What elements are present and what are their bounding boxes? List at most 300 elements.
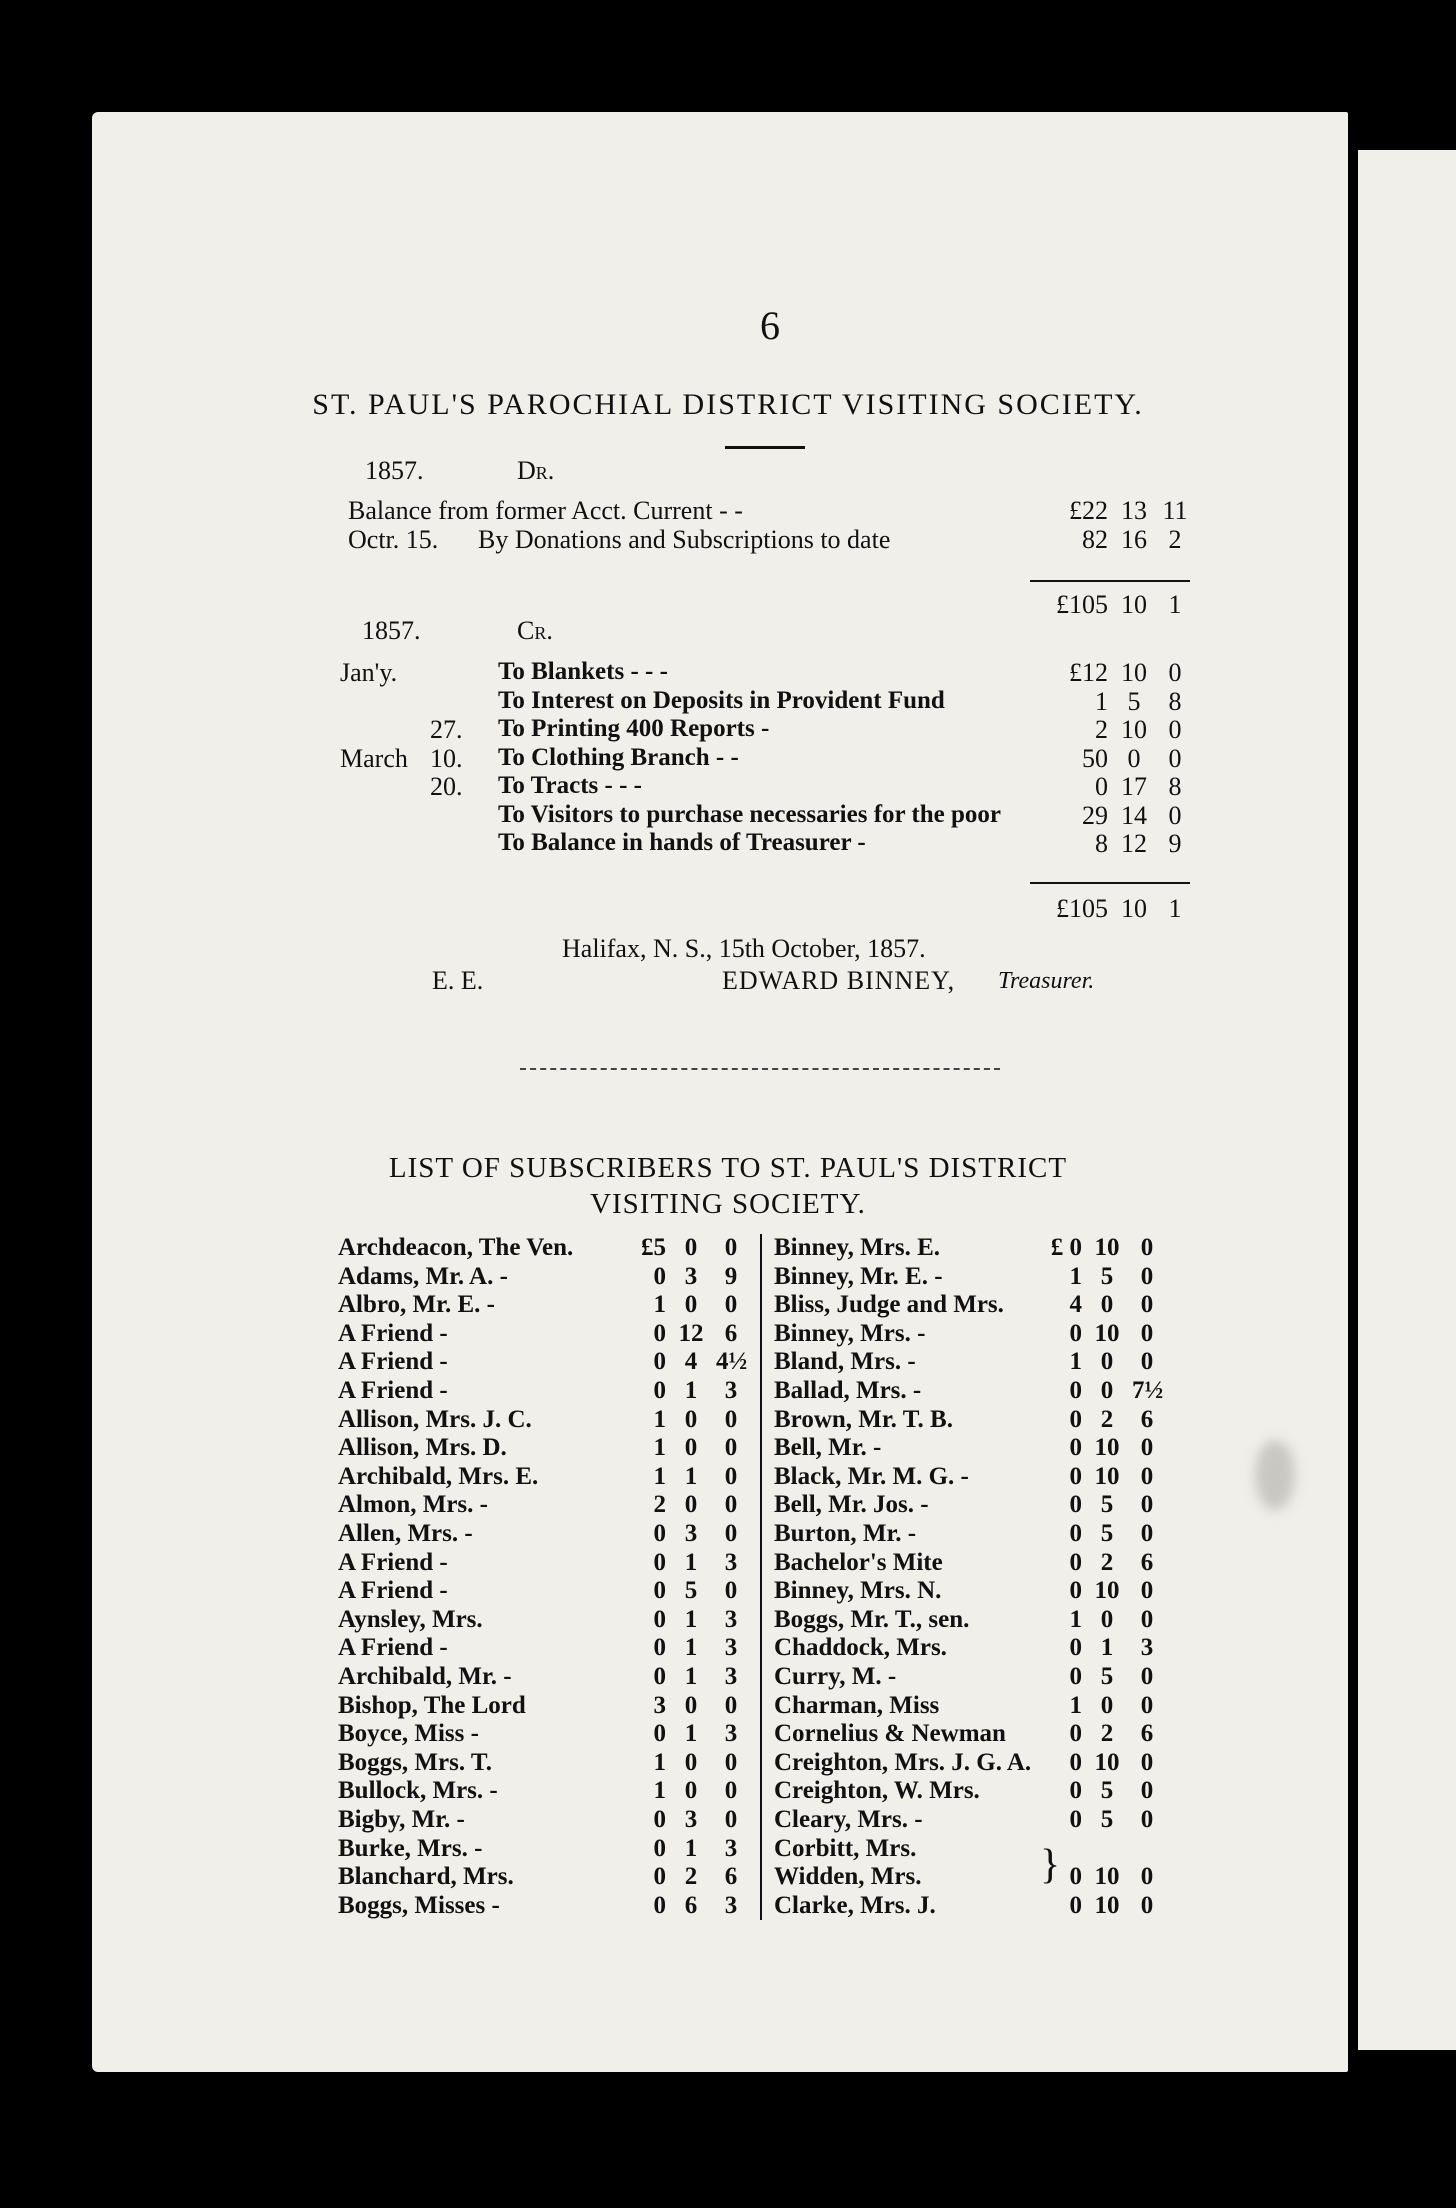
subscriber-pence: 0 bbox=[1140, 1234, 1154, 1261]
subscriber-pounds: 0 bbox=[653, 1605, 666, 1633]
subscriber-name: A Friend - bbox=[338, 1348, 448, 1376]
subscriber-row bbox=[774, 1377, 1194, 1406]
subscriber-pounds: 0 bbox=[1069, 1891, 1082, 1919]
subscriber-shillings: 3 bbox=[684, 1262, 698, 1290]
subscriber-name: Cornelius & Newman bbox=[774, 1720, 1006, 1748]
subscriber-pounds: 0 bbox=[1069, 1548, 1082, 1576]
subscriber-pounds: 1 bbox=[653, 1434, 666, 1462]
dr-sum-rule bbox=[1030, 580, 1190, 582]
subscriber-row bbox=[774, 1692, 1194, 1721]
subscriber-row bbox=[774, 1777, 1194, 1806]
subscriber-row bbox=[338, 1777, 758, 1806]
subscriber-name: Binney, Mrs. - bbox=[774, 1319, 926, 1347]
subscriber-name: Clarke, Mrs. J. bbox=[774, 1891, 936, 1919]
cr-amount-pence: 9 bbox=[1168, 829, 1182, 858]
subscriber-row bbox=[774, 1663, 1194, 1692]
subscriber-shillings: 3 bbox=[684, 1806, 698, 1833]
subscriber-pounds: 0 bbox=[653, 1262, 666, 1290]
subscriber-name: A Friend - bbox=[338, 1634, 448, 1662]
list-title-line2: VISITING SOCIETY. bbox=[590, 1188, 866, 1220]
subscriber-shillings: 10 bbox=[1094, 1577, 1120, 1605]
cr-amount-pence: 8 bbox=[1168, 772, 1182, 801]
subscriber-row bbox=[774, 1291, 1194, 1320]
dr-description: Balance from former Acct. Current - - bbox=[348, 496, 743, 525]
subscriber-row bbox=[774, 1463, 1194, 1492]
subscriber-pence: 3 bbox=[724, 1605, 738, 1633]
subscriber-name: Adams, Mr. A. - bbox=[338, 1262, 508, 1290]
subscriber-name: Binney, Mrs. E. bbox=[774, 1234, 940, 1261]
column-divider bbox=[760, 1234, 762, 1920]
place-date: Halifax, N. S., 15th October, 1857. bbox=[562, 934, 926, 963]
subscriber-pence: 0 bbox=[724, 1491, 738, 1519]
subscriber-row bbox=[774, 1720, 1194, 1749]
subscriber-row bbox=[338, 1520, 758, 1549]
subscriber-shillings: 0 bbox=[684, 1777, 698, 1805]
subscriber-shillings: 5 bbox=[1100, 1806, 1114, 1833]
subscriber-row bbox=[338, 1634, 758, 1663]
subscriber-name: Allison, Mrs. D. bbox=[338, 1434, 507, 1462]
subscriber-shillings: 5 bbox=[684, 1577, 698, 1605]
subscriber-row bbox=[774, 1406, 1194, 1435]
cr-total-shillings: 10 bbox=[1121, 894, 1147, 923]
subscriber-shillings: 1 bbox=[1100, 1634, 1114, 1662]
cr-amount-pence: 0 bbox=[1168, 658, 1182, 687]
subscriber-pounds: 0 bbox=[653, 1634, 666, 1662]
dr-year: 1857. bbox=[365, 456, 424, 485]
cr-total-pence: 1 bbox=[1168, 894, 1182, 923]
subscriber-name: Bishop, The Lord bbox=[338, 1691, 526, 1719]
subscriber-row bbox=[338, 1663, 758, 1692]
subscriber-pounds: 0 bbox=[1069, 1434, 1082, 1462]
subscriber-name: Binney, Mrs. N. bbox=[774, 1577, 942, 1605]
cr-description: To Tracts - - - bbox=[498, 772, 642, 799]
subscriber-name: Archibald, Mr. - bbox=[338, 1663, 512, 1690]
subscriber-shillings: 0 bbox=[684, 1234, 698, 1261]
subscriber-row bbox=[338, 1234, 758, 1263]
cr-amount-pounds: 50 bbox=[1082, 743, 1108, 773]
subscriber-pence: 0 bbox=[1140, 1806, 1154, 1833]
subscriber-shillings: 2 bbox=[684, 1863, 698, 1891]
cr-month: March bbox=[340, 743, 408, 773]
subscriber-row bbox=[774, 1520, 1194, 1549]
subscriber-shillings: 1 bbox=[684, 1377, 698, 1404]
subscriber-pence: 0 bbox=[1140, 1605, 1154, 1633]
subscriber-pence: 3 bbox=[724, 1548, 738, 1576]
subscriber-shillings: 5 bbox=[1100, 1663, 1114, 1690]
subscriber-row bbox=[338, 1263, 758, 1292]
subscriber-name: Ballad, Mrs. - bbox=[774, 1377, 922, 1404]
subscriber-name: Bland, Mrs. - bbox=[774, 1348, 916, 1376]
subscriber-pence: 0 bbox=[724, 1520, 738, 1547]
subscriber-pounds: 1 bbox=[1069, 1262, 1082, 1290]
subscriber-shillings: 0 bbox=[684, 1691, 698, 1719]
subscriber-row bbox=[338, 1377, 758, 1406]
subscriber-name: Brown, Mr. T. B. bbox=[774, 1405, 953, 1433]
subscriber-pence: 0 bbox=[724, 1434, 738, 1462]
brace: } bbox=[1040, 1842, 1061, 1888]
cr-amount-pence: 8 bbox=[1168, 686, 1182, 716]
cr-amount-shillings: 17 bbox=[1121, 772, 1147, 801]
subscriber-pounds: £ 0 bbox=[1050, 1234, 1082, 1261]
subscriber-shillings: 10 bbox=[1094, 1234, 1120, 1261]
subscriber-pence: 0 bbox=[724, 1291, 738, 1319]
subscriber-pence: 6 bbox=[1140, 1720, 1154, 1748]
subscriber-pounds: 0 bbox=[1069, 1520, 1082, 1547]
subscriber-pence: 0 bbox=[724, 1806, 738, 1833]
subscriber-name: Bullock, Mrs. - bbox=[338, 1777, 498, 1805]
subscriber-row bbox=[338, 1863, 758, 1892]
subscriber-row bbox=[774, 1634, 1194, 1663]
cr-heading: Cr. bbox=[517, 616, 553, 645]
subscriber-shillings: 10 bbox=[1094, 1891, 1120, 1919]
subscriber-shillings: 2 bbox=[1100, 1720, 1114, 1748]
subscriber-shillings: 1 bbox=[684, 1720, 698, 1748]
subscriber-pounds: 0 bbox=[1069, 1777, 1082, 1805]
subscriber-name: Charman, Miss bbox=[774, 1691, 940, 1719]
cr-month: Jan'y. bbox=[340, 658, 398, 687]
cr-amount-pence: 0 bbox=[1168, 715, 1182, 744]
subscriber-shillings: 1 bbox=[684, 1605, 698, 1633]
subscriber-name: A Friend - bbox=[338, 1319, 448, 1347]
subscriber-pence: 0 bbox=[1140, 1462, 1154, 1490]
subscriber-pounds: 0 bbox=[653, 1863, 666, 1891]
subscriber-name: Bell, Mr. - bbox=[774, 1434, 882, 1462]
subscriber-row bbox=[774, 1234, 1194, 1263]
subscriber-pence: 0 bbox=[1140, 1891, 1154, 1919]
subscriber-pence: 0 bbox=[1140, 1748, 1154, 1776]
subscriber-pounds: 0 bbox=[653, 1577, 666, 1605]
cr-total-pounds: £105 bbox=[1056, 894, 1108, 923]
subscriber-row bbox=[774, 1434, 1194, 1463]
subscriber-pence: 0 bbox=[1140, 1434, 1154, 1462]
subscriber-pounds: £5 bbox=[641, 1234, 666, 1261]
dr-amount-pounds: 82 bbox=[1082, 525, 1108, 554]
subscriber-name: Almon, Mrs. - bbox=[338, 1491, 488, 1519]
subscriber-pounds: 0 bbox=[1069, 1806, 1082, 1833]
subscriber-pence: 0 bbox=[1140, 1691, 1154, 1719]
subscriber-pence: 0 bbox=[1140, 1777, 1154, 1805]
cr-description: To Balance in hands of Treasurer - bbox=[498, 829, 866, 856]
dr-total-shillings: 10 bbox=[1121, 590, 1147, 619]
section-divider bbox=[520, 1068, 1000, 1070]
subscriber-shillings: 0 bbox=[1100, 1605, 1114, 1633]
dr-heading: Dr. bbox=[517, 456, 555, 485]
cr-description: To Blankets - - - bbox=[498, 658, 668, 685]
subscriber-name: Burke, Mrs. - bbox=[338, 1834, 483, 1862]
subscriber-row bbox=[338, 1749, 758, 1778]
cr-amount-shillings: 10 bbox=[1121, 715, 1147, 744]
subscriber-row bbox=[774, 1263, 1194, 1292]
subscriber-shillings: 5 bbox=[1100, 1262, 1114, 1290]
subscriber-name: A Friend - bbox=[338, 1548, 448, 1576]
subscriber-name: Black, Mr. M. G. - bbox=[774, 1462, 969, 1490]
cr-description: To Visitors to purchase necessaries for the poor bbox=[498, 800, 1001, 828]
subscriber-pence: 6 bbox=[1140, 1405, 1154, 1433]
subscriber-row bbox=[774, 1863, 1194, 1892]
cr-description: To Interest on Deposits in Provident Fund bbox=[498, 686, 945, 714]
subscriber-pence: 0 bbox=[724, 1777, 738, 1805]
cr-amount-pounds: 0 bbox=[1095, 772, 1108, 801]
subscriber-name: Blanchard, Mrs. bbox=[338, 1863, 514, 1891]
subscriber-row bbox=[338, 1606, 758, 1635]
subscriber-pounds: 0 bbox=[1069, 1491, 1082, 1519]
dr-amount-pence: 11 bbox=[1162, 496, 1188, 525]
subscriber-pounds: 1 bbox=[653, 1462, 666, 1490]
subscriber-pence: 4½ bbox=[716, 1348, 748, 1376]
subscriber-name: Bliss, Judge and Mrs. bbox=[774, 1291, 1004, 1319]
subscriber-shillings: 0 bbox=[1100, 1291, 1114, 1319]
cr-amount-shillings: 5 bbox=[1127, 686, 1141, 716]
subscriber-shillings: 2 bbox=[1100, 1405, 1114, 1433]
subscriber-shillings: 0 bbox=[1100, 1691, 1114, 1719]
subscriber-name: Boggs, Mrs. T. bbox=[338, 1748, 492, 1776]
subscriber-row bbox=[338, 1434, 758, 1463]
subscriber-shillings: 0 bbox=[684, 1405, 698, 1433]
subscriber-row bbox=[338, 1577, 758, 1606]
subscriber-row bbox=[338, 1463, 758, 1492]
subscriber-shillings: 1 bbox=[684, 1663, 698, 1690]
subscriber-name: Curry, M. - bbox=[774, 1663, 897, 1690]
subscriber-name: A Friend - bbox=[338, 1577, 448, 1605]
subscriber-pounds: 0 bbox=[1069, 1748, 1082, 1776]
subscriber-shillings: 0 bbox=[684, 1748, 698, 1776]
subscriber-name: Widden, Mrs. bbox=[774, 1863, 922, 1891]
subscriber-shillings: 12 bbox=[678, 1319, 704, 1347]
subscriber-name: Cleary, Mrs. - bbox=[774, 1806, 923, 1833]
subscriber-shillings: 5 bbox=[1100, 1491, 1114, 1519]
subscriber-shillings: 10 bbox=[1094, 1462, 1120, 1490]
cr-day: 20. bbox=[430, 772, 463, 801]
subscriber-name: Allen, Mrs. - bbox=[338, 1520, 473, 1547]
subscriber-pounds: 3 bbox=[653, 1691, 666, 1719]
subscriber-pounds: 0 bbox=[1069, 1319, 1082, 1347]
subscriber-pounds: 2 bbox=[653, 1491, 666, 1519]
subscriber-pounds: 0 bbox=[1069, 1577, 1082, 1605]
subscriber-name: Bachelor's Mite bbox=[774, 1548, 943, 1576]
subscriber-row bbox=[338, 1320, 758, 1349]
subscriber-row bbox=[774, 1549, 1194, 1578]
subscriber-shillings: 1 bbox=[684, 1634, 698, 1662]
subscriber-name: Aynsley, Mrs. bbox=[338, 1605, 483, 1633]
subscriber-shillings: 0 bbox=[684, 1491, 698, 1519]
subscriber-name: Boggs, Mr. T., sen. bbox=[774, 1605, 970, 1633]
subscriber-pounds: 1 bbox=[1069, 1605, 1082, 1633]
dr-total-pounds: £105 bbox=[1056, 590, 1108, 619]
subscriber-pounds: 0 bbox=[653, 1520, 666, 1547]
subscriber-shillings: 0 bbox=[1100, 1348, 1114, 1376]
subscriber-pence: 0 bbox=[1140, 1577, 1154, 1605]
list-title-line1: LIST OF SUBSCRIBERS TO ST. PAUL'S DISTRICT bbox=[388, 1152, 1068, 1184]
cr-amount-shillings: 14 bbox=[1121, 800, 1147, 830]
subscriber-pence: 6 bbox=[1140, 1548, 1154, 1576]
subscriber-name: Allison, Mrs. J. C. bbox=[338, 1405, 532, 1433]
subscriber-row bbox=[338, 1406, 758, 1435]
subscriber-pounds: 1 bbox=[1069, 1348, 1082, 1376]
cr-description: To Printing 400 Reports - bbox=[498, 715, 770, 742]
subscriber-row bbox=[338, 1692, 758, 1721]
page-number: 6 bbox=[760, 303, 780, 348]
subscriber-pounds: 0 bbox=[1069, 1462, 1082, 1490]
subscriber-shillings: 10 bbox=[1094, 1319, 1120, 1347]
subscriber-pounds: 0 bbox=[1069, 1863, 1082, 1891]
subscriber-row bbox=[774, 1577, 1194, 1606]
subscriber-pounds: 1 bbox=[653, 1748, 666, 1776]
subscriber-name: Boyce, Miss - bbox=[338, 1720, 479, 1748]
subscriber-pence: 0 bbox=[724, 1234, 738, 1261]
subscriber-name: Bell, Mr. Jos. - bbox=[774, 1491, 929, 1519]
subscriber-pence: 3 bbox=[724, 1634, 738, 1662]
subscriber-pence: 0 bbox=[1140, 1863, 1154, 1891]
subscriber-pounds: 0 bbox=[653, 1891, 666, 1919]
dr-amount-shillings: 13 bbox=[1121, 496, 1147, 525]
subscriber-row bbox=[774, 1348, 1194, 1377]
subscriber-pence: 0 bbox=[724, 1691, 738, 1719]
subscriber-pence: 0 bbox=[724, 1405, 738, 1433]
subscriber-pounds: 1 bbox=[653, 1777, 666, 1805]
cr-amount-pence: 0 bbox=[1168, 800, 1182, 830]
subscriber-pounds: 0 bbox=[653, 1548, 666, 1576]
subscriber-name: Creighton, W. Mrs. bbox=[774, 1777, 980, 1805]
subscriber-pence: 0 bbox=[1140, 1262, 1154, 1290]
cr-amount-shillings: 10 bbox=[1121, 658, 1147, 687]
subscriber-pence: 0 bbox=[1140, 1491, 1154, 1519]
subscriber-pounds: 0 bbox=[1069, 1634, 1082, 1662]
subscriber-row bbox=[338, 1491, 758, 1520]
subscriber-pence: 3 bbox=[724, 1663, 738, 1690]
cr-amount-pounds: 8 bbox=[1095, 829, 1108, 858]
dr-amount-shillings: 16 bbox=[1121, 525, 1147, 554]
subscriber-pence: 0 bbox=[724, 1462, 738, 1490]
subscriber-pounds: 0 bbox=[1069, 1720, 1082, 1748]
dr-amount-pounds: £22 bbox=[1069, 496, 1108, 525]
dr-amount-pence: 2 bbox=[1168, 525, 1182, 554]
subscriber-name: Boggs, Misses - bbox=[338, 1891, 500, 1919]
subscriber-row bbox=[338, 1892, 758, 1921]
subscriber-pounds: 1 bbox=[653, 1405, 666, 1433]
cr-description: To Clothing Branch - - bbox=[498, 743, 739, 771]
subscriber-row bbox=[338, 1806, 758, 1835]
subscriber-pence: 3 bbox=[724, 1377, 738, 1404]
subscriber-shillings: 5 bbox=[1100, 1520, 1114, 1547]
subscriber-shillings: 0 bbox=[1100, 1377, 1114, 1404]
subscriber-name: Archdeacon, The Ven. bbox=[338, 1234, 574, 1261]
subscriber-name: Albro, Mr. E. - bbox=[338, 1291, 495, 1319]
subscriber-name: Corbitt, Mrs. bbox=[774, 1834, 917, 1862]
subscriber-row bbox=[774, 1835, 1194, 1864]
subscriber-pence: 6 bbox=[724, 1319, 738, 1347]
subscriber-row bbox=[774, 1320, 1194, 1349]
page-stain bbox=[1255, 1440, 1295, 1510]
subscriber-shillings: 5 bbox=[1100, 1777, 1114, 1805]
subscriber-row bbox=[774, 1892, 1194, 1921]
subscriber-pence: 0 bbox=[724, 1748, 738, 1776]
dr-total-pence: 1 bbox=[1168, 590, 1182, 619]
subscriber-pounds: 0 bbox=[1069, 1377, 1082, 1404]
subscriber-pounds: 0 bbox=[653, 1834, 666, 1862]
subscriber-row bbox=[338, 1720, 758, 1749]
treasurer-title: Treasurer. bbox=[998, 968, 1095, 994]
subscriber-name: A Friend - bbox=[338, 1377, 448, 1404]
subscriber-row bbox=[338, 1549, 758, 1578]
subscriber-name: Chaddock, Mrs. bbox=[774, 1634, 947, 1662]
cr-amount-pounds: 29 bbox=[1082, 800, 1108, 830]
subscriber-name: Burton, Mr. - bbox=[774, 1520, 917, 1547]
subscriber-row bbox=[774, 1749, 1194, 1778]
subscriber-row bbox=[338, 1835, 758, 1864]
subscriber-name: Binney, Mr. E. - bbox=[774, 1262, 943, 1290]
adjacent-page-edge bbox=[1358, 150, 1456, 2050]
subscriber-pounds: 0 bbox=[1069, 1405, 1082, 1433]
cr-amount-pounds: £12 bbox=[1069, 658, 1108, 687]
subscriber-shillings: 1 bbox=[684, 1462, 698, 1490]
subscriber-pence: 6 bbox=[724, 1863, 738, 1891]
dr-date: Octr. 15. bbox=[348, 525, 439, 554]
cr-day: 27. bbox=[430, 715, 463, 744]
subscriber-shillings: 0 bbox=[684, 1434, 698, 1462]
subscriber-pounds: 0 bbox=[653, 1663, 666, 1690]
cr-amount-shillings: 12 bbox=[1121, 829, 1147, 858]
subscriber-row bbox=[774, 1491, 1194, 1520]
subscriber-row bbox=[338, 1348, 758, 1377]
report-title: ST. PAUL'S PAROCHIAL DISTRICT VISITING SOCIETY. bbox=[312, 388, 1144, 421]
subscriber-shillings: 4 bbox=[684, 1348, 698, 1376]
subscriber-shillings: 1 bbox=[684, 1834, 698, 1862]
subscriber-shillings: 2 bbox=[1100, 1548, 1114, 1576]
subscriber-pence: 3 bbox=[724, 1891, 738, 1919]
subscriber-shillings: 3 bbox=[684, 1520, 698, 1547]
cr-sum-rule bbox=[1030, 882, 1190, 884]
cr-amount-pence: 0 bbox=[1168, 743, 1182, 773]
subscriber-pounds: 4 bbox=[1069, 1291, 1082, 1319]
dr-description: By Donations and Subscriptions to date bbox=[478, 525, 891, 554]
subscriber-shillings: 1 bbox=[684, 1548, 698, 1576]
subscriber-pence: 7½ bbox=[1132, 1377, 1164, 1404]
cr-year: 1857. bbox=[362, 616, 421, 645]
subscriber-pence: 3 bbox=[1140, 1634, 1154, 1662]
cr-amount-pounds: 1 bbox=[1095, 686, 1108, 716]
treasurer-name: EDWARD BINNEY, bbox=[722, 966, 956, 995]
subscriber-pounds: 0 bbox=[653, 1720, 666, 1748]
subscriber-row bbox=[774, 1606, 1194, 1635]
cr-amount-pounds: 2 bbox=[1095, 715, 1108, 744]
subscriber-pounds: 0 bbox=[1069, 1663, 1082, 1690]
subscriber-pounds: 0 bbox=[653, 1319, 666, 1347]
subscriber-row bbox=[338, 1291, 758, 1320]
subscriber-name: Bigby, Mr. - bbox=[338, 1806, 465, 1833]
subscriber-pounds: 0 bbox=[653, 1377, 666, 1404]
subscriber-pence: 9 bbox=[724, 1262, 738, 1290]
subscriber-shillings: 10 bbox=[1094, 1434, 1120, 1462]
subscriber-shillings: 10 bbox=[1094, 1863, 1120, 1891]
subscriber-pence: 0 bbox=[724, 1577, 738, 1605]
subscriber-row bbox=[774, 1806, 1194, 1835]
subscriber-pence: 0 bbox=[1140, 1291, 1154, 1319]
subscriber-pence: 3 bbox=[724, 1834, 738, 1862]
cr-day: 10. bbox=[430, 743, 463, 773]
subscriber-pounds: 0 bbox=[653, 1806, 666, 1833]
title-rule bbox=[725, 446, 805, 449]
subscriber-pounds: 0 bbox=[653, 1348, 666, 1376]
initials: E. E. bbox=[432, 966, 484, 995]
subscriber-shillings: 0 bbox=[684, 1291, 698, 1319]
subscriber-pounds: 1 bbox=[653, 1291, 666, 1319]
subscriber-pence: 0 bbox=[1140, 1348, 1154, 1376]
subscriber-pounds: 1 bbox=[1069, 1691, 1082, 1719]
subscriber-pence: 0 bbox=[1140, 1520, 1154, 1547]
subscriber-pence: 0 bbox=[1140, 1663, 1154, 1690]
subscriber-shillings: 6 bbox=[684, 1891, 698, 1919]
subscriber-name: Creighton, Mrs. J. G. A. bbox=[774, 1748, 1032, 1776]
